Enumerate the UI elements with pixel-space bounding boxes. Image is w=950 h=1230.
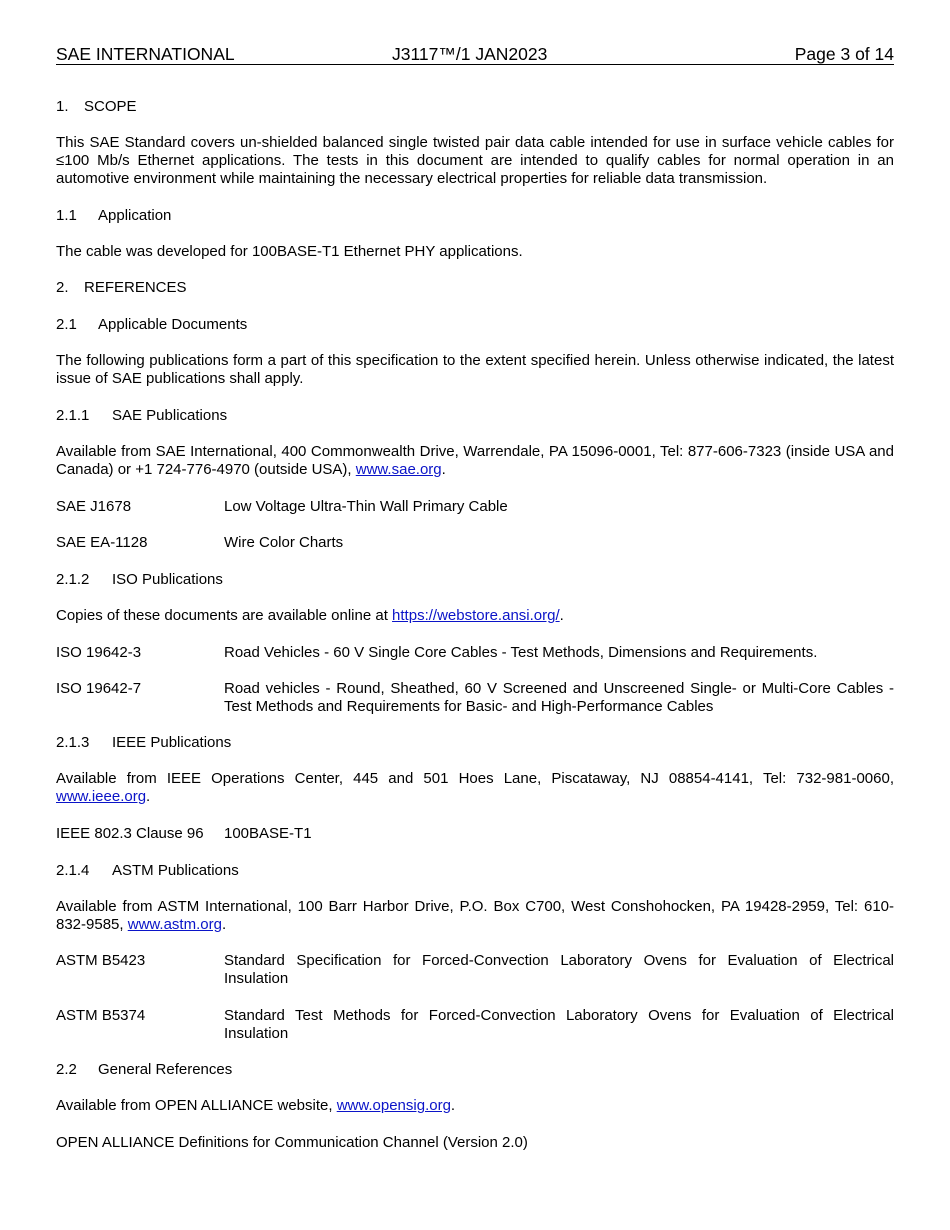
open-alliance-paragraph [56, 1097, 894, 1115]
ansi-webstore-link[interactable]: https://webstore.ansi.org/ [392, 607, 560, 624]
header-page-number: Page 3 of 14 [794, 44, 894, 64]
paragraph-text: Available from ASTM International, 100 Barr Harbor Drive, P.O. Box C700, West Conshohocken, PA 19428-2959, Tel: 610-832-9585, [56, 898, 894, 933]
section-title: Applicable Documents [98, 316, 248, 333]
section-2-1-3-heading [56, 734, 894, 752]
reference-code: ASTM B5423 [56, 952, 146, 969]
opensig-website-link[interactable]: www.opensig.org [336, 1097, 451, 1114]
reference-description: Wire Color Charts [224, 534, 344, 551]
reference-description: Standard Test Methods for Forced-Convection Laboratory Ovens for Evaluation of Electrical Insulation [224, 1007, 894, 1042]
sae-website-link[interactable]: www.sae.org [355, 461, 442, 478]
section-title: SAE Publications [112, 407, 228, 424]
reference-entry [56, 825, 894, 843]
section-number: 2. [56, 279, 69, 296]
ieee-availability-paragraph [56, 770, 894, 806]
section-2-heading [56, 279, 894, 297]
page-header [56, 44, 894, 65]
paragraph-text: Available from SAE International, 400 Commonwealth Drive, Warrendale, PA 15096-0001, Tel: 877-606-7323 (inside USA and Canada) or +1 724-776-4970 (outside USA), [56, 443, 894, 478]
section-title: Application [98, 207, 172, 224]
reference-entry [56, 680, 894, 716]
ieee-website-link[interactable]: www.ieee.org [56, 788, 147, 805]
sae-availability-paragraph [56, 443, 894, 479]
reference-code: SAE EA-1128 [56, 534, 148, 551]
section-title: ISO Publications [112, 571, 223, 588]
period: . [221, 916, 227, 933]
application-paragraph: The cable was developed for 100BASE-T1 Ethernet PHY applications. [56, 243, 523, 260]
section-title: SCOPE [84, 98, 137, 115]
period: . [559, 607, 564, 624]
section-number: 2.1.3 [56, 734, 90, 751]
reference-code: IEEE 802.3 Clause 96 [56, 825, 204, 842]
section-number: 2.2 [56, 1061, 77, 1078]
reference-code: ISO 19642-3 [56, 644, 142, 661]
section-number: 2.1.2 [56, 571, 90, 588]
scope-paragraph: This SAE Standard covers un-shielded balanced single twisted pair data cable intended for use in surface vehicle cables for ≤100 Mb/s Ethernet applications. The tests in this document are intended to qualify cables for normal operation in an automotive environment while maintaining the necessary electrical properties for reliable data transmission. [56, 134, 894, 187]
section-1-heading [56, 98, 894, 116]
section-title: General References [98, 1061, 233, 1078]
astm-availability-paragraph [56, 898, 894, 934]
period: . [146, 788, 151, 805]
section-number: 1. [56, 98, 69, 115]
reference-code: SAE J1678 [56, 498, 132, 515]
reference-code: ASTM B5374 [56, 1007, 146, 1024]
period: . [441, 461, 446, 478]
open-alliance-definitions: OPEN ALLIANCE Definitions for Communication Channel (Version 2.0) [56, 1134, 528, 1151]
paragraph-text: Copies of these documents are available online at [56, 607, 393, 624]
reference-code: ISO 19642-7 [56, 680, 142, 697]
reference-description: Low Voltage Ultra-Thin Wall Primary Cable [224, 498, 508, 515]
header-org: SAE INTERNATIONAL [56, 44, 235, 64]
section-title: REFERENCES [84, 279, 187, 296]
section-2-1-4-heading [56, 862, 894, 880]
section-2-1-heading [56, 316, 894, 334]
period: . [450, 1097, 456, 1114]
reference-description: Road Vehicles - 60 V Single Core Cables - Test Methods, Dimensions and Requirements. [224, 644, 818, 661]
section-number: 1.1 [56, 207, 77, 224]
iso-availability-paragraph [56, 607, 894, 625]
section-number: 2.1 [56, 316, 77, 333]
section-number: 2.1.4 [56, 862, 90, 879]
section-title: IEEE Publications [112, 734, 232, 751]
reference-entry [56, 952, 894, 988]
reference-entry [56, 1007, 894, 1043]
reference-description: Road vehicles - Round, Sheathed, 60 V Screened and Unscreened Single- or Multi-Core Cables - Test Methods and Requirements for Basic- and High-Performance Cables [224, 680, 894, 715]
reference-entry [56, 498, 894, 516]
section-title: ASTM Publications [112, 862, 239, 879]
section-number: 2.1.1 [56, 407, 90, 424]
paragraph-text: Available from OPEN ALLIANCE website, [56, 1097, 337, 1114]
section-1-1-heading [56, 207, 894, 225]
reference-description: Standard Specification for Forced-Convection Laboratory Ovens for Evaluation of Electrical Insulation [224, 952, 894, 987]
header-doc-id: J3117™/1 JAN2023 [392, 44, 548, 64]
applicable-documents-paragraph: The following publications form a part of this specification to the extent specified herein. Unless otherwise indicated, the latest issue of SAE publications shall apply. [56, 352, 894, 387]
reference-entry [56, 644, 894, 662]
astm-website-link[interactable]: www.astm.org [127, 916, 222, 933]
reference-entry [56, 534, 894, 552]
section-2-2-heading [56, 1061, 894, 1079]
section-2-1-2-heading [56, 571, 894, 589]
paragraph-text: Available from IEEE Operations Center, 445 and 501 Hoes Lane, Piscataway, NJ 08854-4141, Tel: 732-981-0060, [56, 770, 894, 787]
section-2-1-1-heading [56, 407, 894, 425]
reference-description: 100BASE-T1 [224, 825, 312, 842]
